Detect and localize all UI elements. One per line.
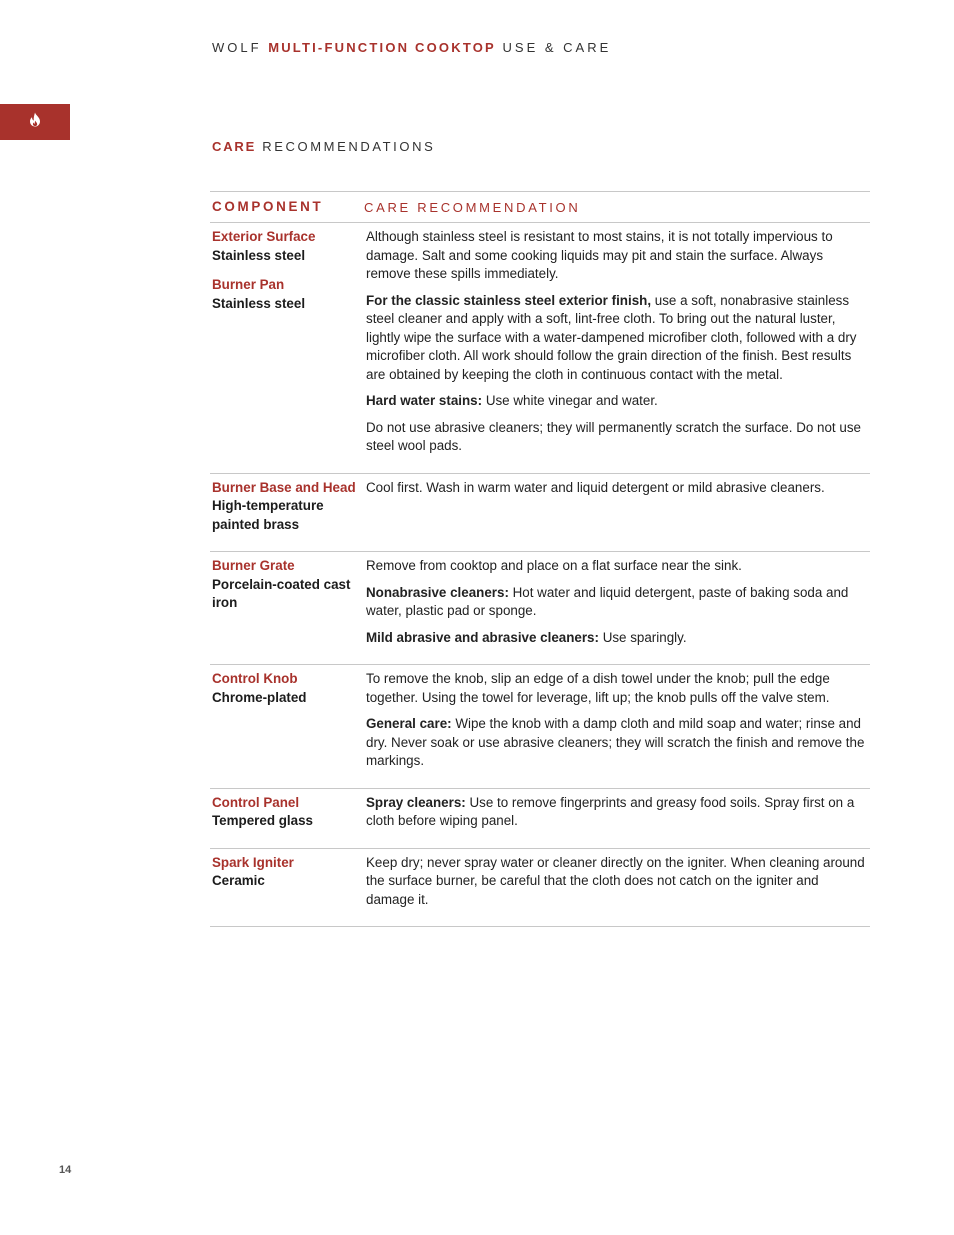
component-material: Stainless steel [212,295,306,311]
component-cell [210,794,366,831]
component-cell [210,228,366,456]
care-lead: Mild abrasive and abrasive cleaners: [366,629,599,645]
section-tab [0,104,70,140]
component-cell [210,479,366,535]
care-text: Remove from cooktop and place on a flat surface near the sink. [366,558,742,573]
header-brand: WOLF [212,40,262,55]
running-header [212,40,611,55]
care-paragraph [366,228,870,284]
care-text: Cool first. Wash in warm water and liquid detergent or mild abrasive cleaners. [366,479,825,495]
table-row [210,665,870,789]
component-name: Control Knob [212,671,298,686]
component-material: Stainless steel [212,247,306,263]
page-number: 14 [59,1164,72,1176]
care-cell [366,794,870,831]
component-name: Exterior Surface [212,229,316,244]
component-cell [210,854,366,910]
care-paragraph [366,557,870,576]
component-cell [210,670,366,771]
care-paragraph [366,419,870,456]
table-row [210,223,870,474]
care-text: Wipe the knob with a damp cloth and mild soap and water; rinse and dry. Never soak or use abrasive cleaners; they will scratch the finish and remove the markings. [366,716,865,768]
care-paragraph [366,854,870,910]
care-paragraph [366,292,870,385]
header-suffix: USE & CARE [502,40,612,55]
component-item [212,557,366,613]
component-name: Burner Grate [212,558,295,573]
component-material: Porcelain-coated cast iron [212,576,351,610]
column-header-component: COMPONENT [212,198,324,214]
care-text: Use white vinegar and water. [482,393,658,408]
table-row [210,552,870,665]
care-text: Do not use abrasive cleaners; they will permanently scratch the surface. Do not use steel wool pads. [366,419,861,453]
care-paragraph [366,670,870,707]
header-product: MULTI-FUNCTION COOKTOP [268,40,496,55]
component-name: Spark Igniter [212,854,294,870]
component-name: Control Panel [212,794,300,810]
component-name: Burner Pan [212,277,285,292]
table-row [210,474,870,553]
table-body [210,223,870,927]
component-material: Chrome-plated [212,689,307,705]
care-text: use a soft, nonabrasive stainless steel cleaner and apply with a soft, lint-free cloth. To bring out the natural luster, lightly wipe the surface with a water-dampened microfiber cloth, followed with a dry microfiber cloth. All work should follow the grain direction of the finish. Best results are obtained by keeping the cloth in continuous contact with the metal. [366,292,857,382]
care-text: Use to remove fingerprints and greasy food soils. Spray first on a cloth before wiping panel. [366,794,855,828]
care-table [210,191,870,927]
component-material: Ceramic [212,873,265,888]
care-lead: Hard water stains: [366,393,483,408]
care-lead: General care: [366,716,452,731]
section-title-rest: RECOMMENDATIONS [262,139,436,154]
care-text: Use sparingly. [598,629,687,645]
care-cell [366,670,870,771]
section-title-accent: CARE [212,139,257,154]
care-text: To remove the knob, slip an edge of a dish towel under the knob; pull the edge together. Using the towel for leverage, lift up; the knob pulls off the valve stem. [366,671,830,705]
table-row [210,849,870,928]
care-cell [366,228,870,456]
care-paragraph [366,584,870,621]
care-lead: Nonabrasive cleaners: [366,584,509,600]
care-paragraph [366,629,870,648]
component-material: High-temperature painted brass [212,498,324,532]
care-paragraph [366,392,870,411]
care-cell [366,854,870,910]
table-row [210,789,870,849]
component-material: Tempered glass [212,813,313,828]
component-cell [210,557,366,647]
component-item [212,228,366,265]
component-item [212,670,366,707]
section-title [212,139,435,154]
column-header-care: CARE RECOMMENDATION [364,199,581,215]
care-cell [366,557,870,647]
flame-icon [29,112,41,132]
care-lead: For the classic stainless steel exterior finish, [366,292,652,308]
component-item [212,276,366,313]
component-item [212,794,366,831]
care-lead: Spray cleaners: [366,794,466,810]
care-cell [366,479,870,535]
component-item [212,854,366,891]
care-text: Hot water and liquid detergent, paste of baking soda and water, plastic pad or sponge. [366,584,849,618]
care-paragraph [366,715,870,771]
care-paragraph [366,479,870,498]
care-text: Although stainless steel is resistant to most stains, it is not totally impervious to damage. Salt and some cooking liquids may pit and stain the surface. Always remove these spills immediately. [366,229,833,281]
component-name: Burner Base and Head [212,479,356,495]
care-paragraph [366,794,870,831]
care-text: Keep dry; never spray water or cleaner directly on the igniter. When cleaning around the surface burner, be careful that the cloth does not catch on the igniter and damage it. [366,854,865,907]
component-item [212,479,366,535]
table-header [210,192,870,223]
